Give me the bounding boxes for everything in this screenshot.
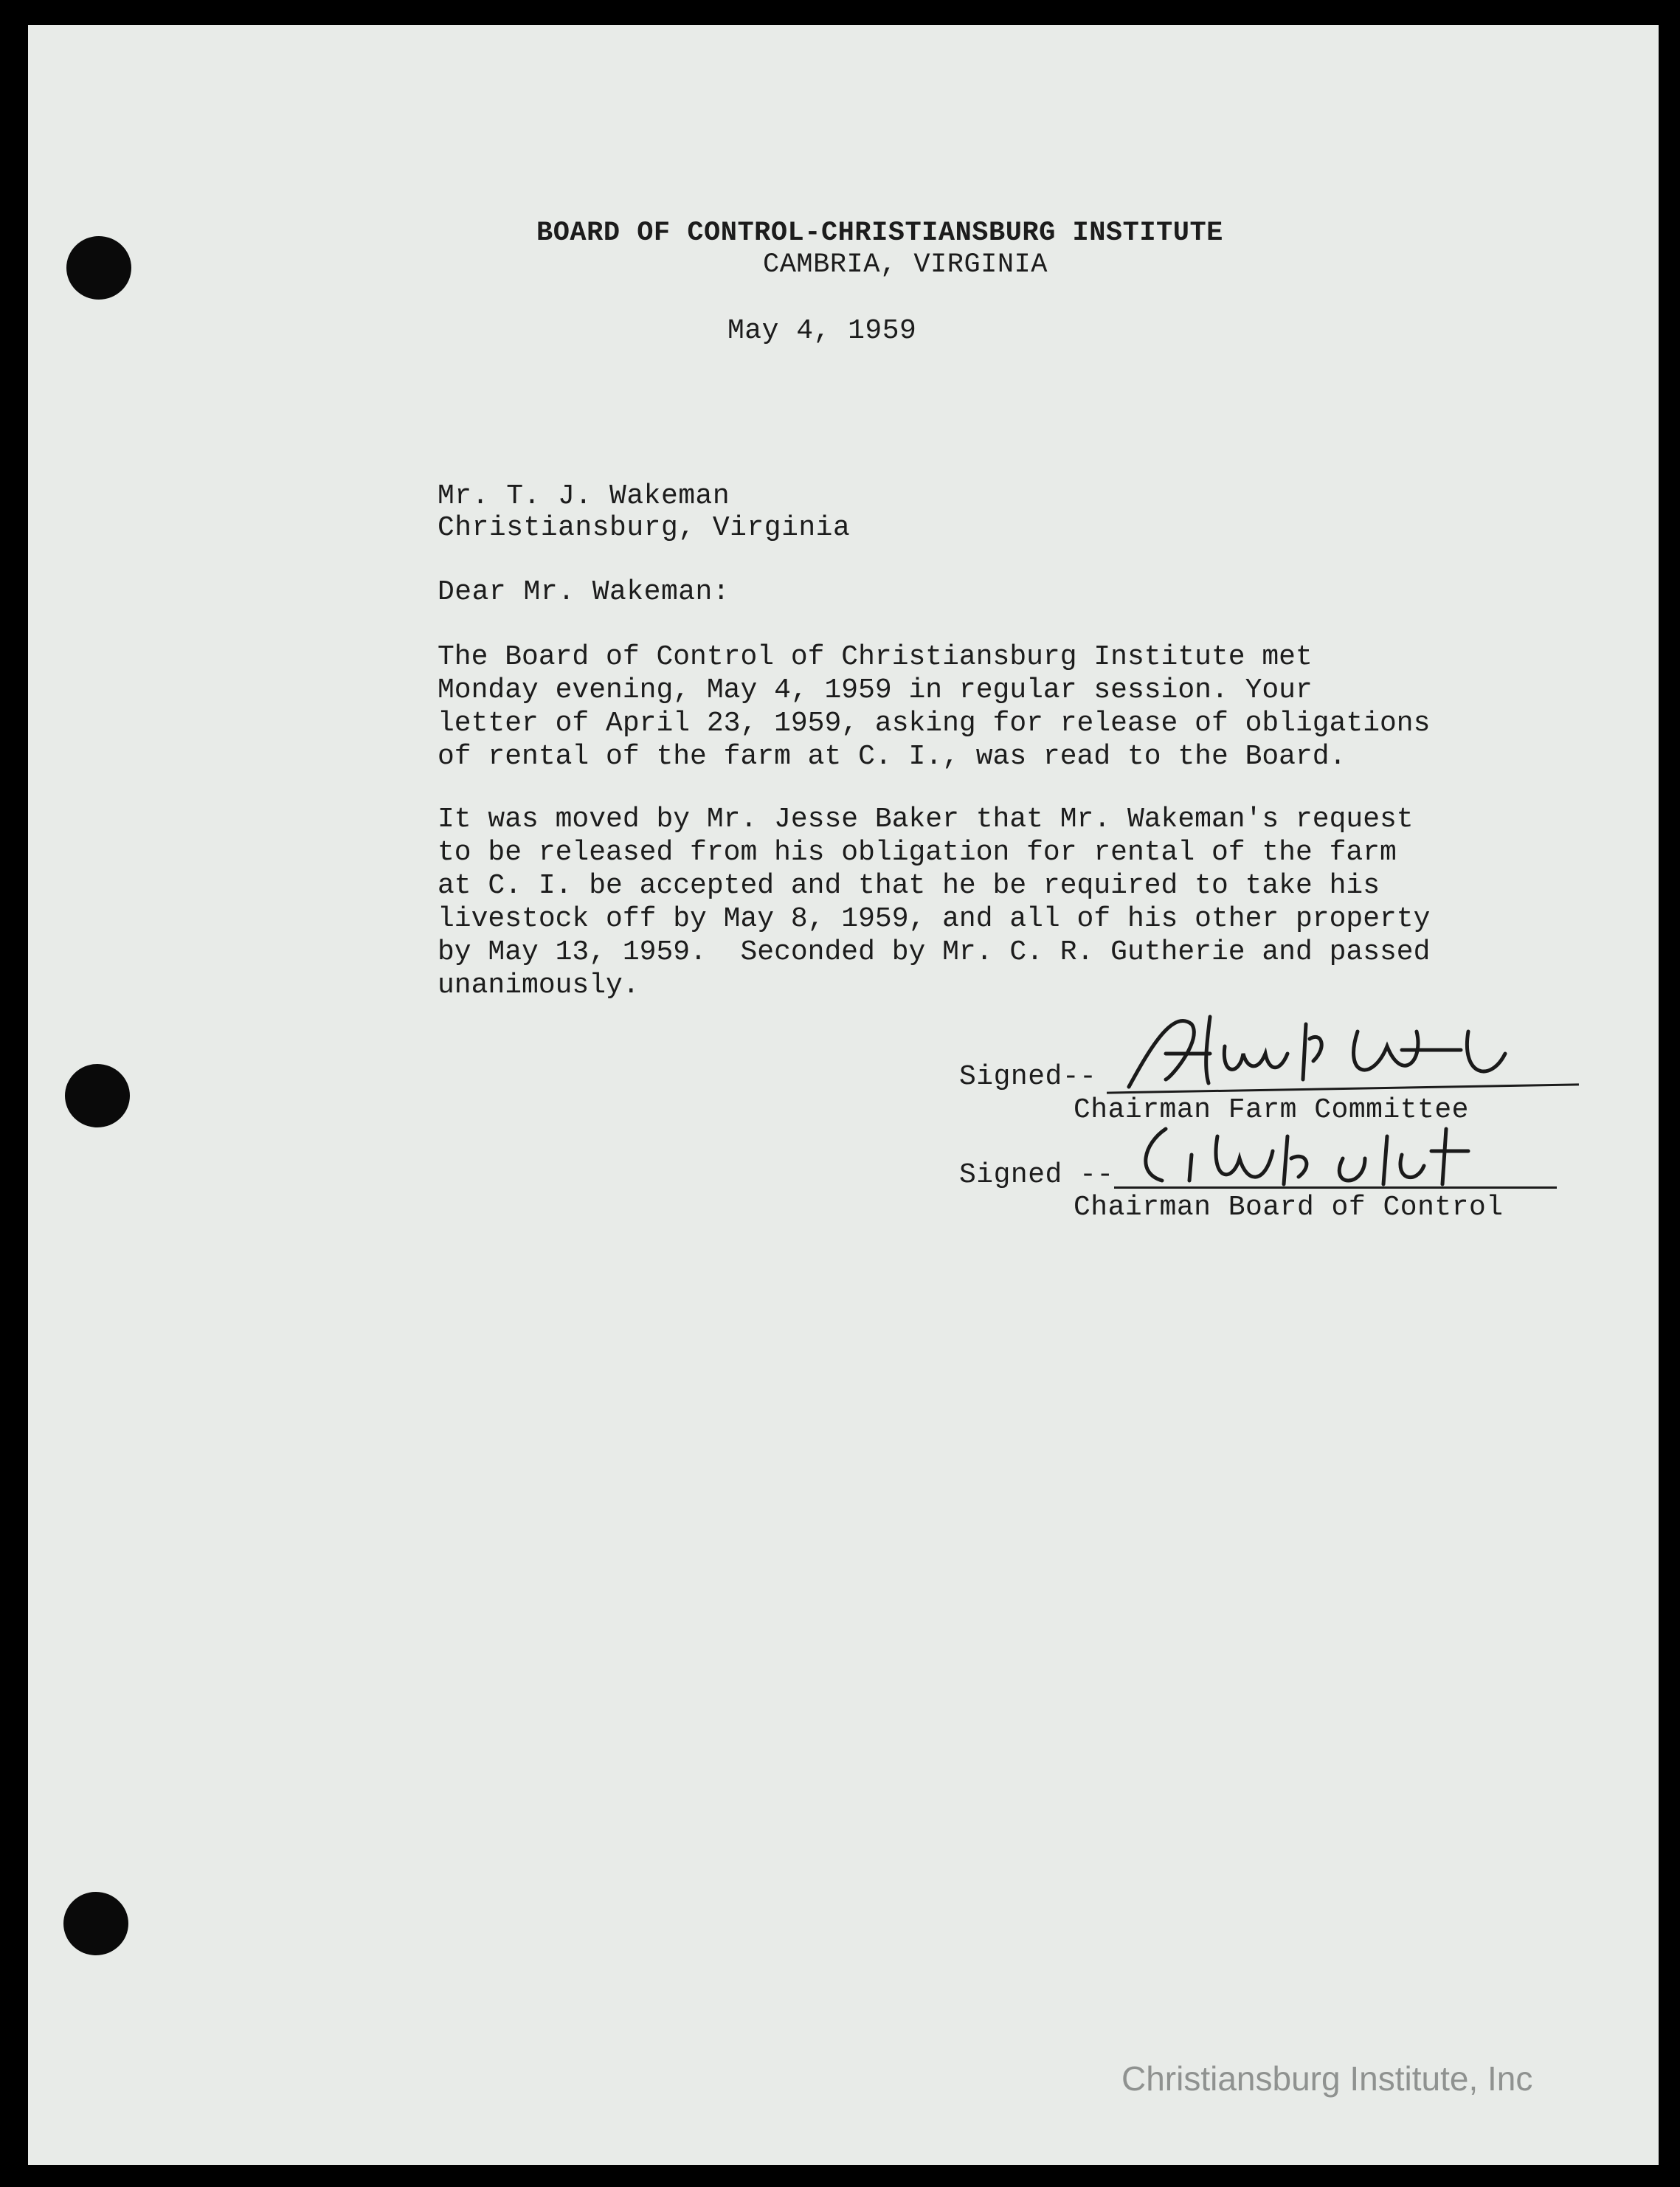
paragraph-line: to be released from his obligation for rental of the farm <box>438 837 1397 868</box>
binder-hole-bottom <box>63 1892 128 1955</box>
binder-hole-middle <box>65 1064 130 1127</box>
paragraph-line: of rental of the farm at C. I., was read to the Board. <box>438 741 1347 773</box>
signature-title-1: Chairman Farm Committee <box>1074 1094 1469 1126</box>
letterhead-title: BOARD OF CONTROL-CHRISTIANSBURG INSTITUTE <box>536 218 1223 249</box>
recipient-address: Christiansburg, Virginia <box>438 512 851 544</box>
binder-hole-top <box>66 236 131 300</box>
paragraph-line: letter of April 23, 1959, asking for release of obligations <box>438 708 1431 739</box>
paragraph-line: livestock off by May 8, 1959, and all of his other property <box>438 903 1431 935</box>
recipient-name: Mr. T. J. Wakeman <box>438 480 730 512</box>
paragraph-line: The Board of Control of Christiansburg Institute met <box>438 641 1313 673</box>
signature-albert-hale <box>1121 1002 1564 1098</box>
signature-cm-walker <box>1121 1114 1564 1195</box>
letter-date: May 4, 1959 <box>727 315 917 347</box>
paragraph-line: by May 13, 1959. Seconded by Mr. C. R. Gutherie and passed <box>438 936 1431 968</box>
watermark: Christiansburg Institute, Inc <box>1121 2059 1533 2098</box>
paragraph-line: It was moved by Mr. Jesse Baker that Mr. Wakeman's request <box>438 804 1414 835</box>
paragraph-line: unanimously. <box>438 970 640 1001</box>
signed-prefix-2: Signed -- <box>959 1159 1114 1191</box>
paragraph-line: Monday evening, May 4, 1959 in regular session. Your <box>438 674 1313 706</box>
salutation: Dear Mr. Wakeman: <box>438 576 730 608</box>
letterhead-location: CAMBRIA, VIRGINIA <box>763 249 1048 280</box>
paragraph-line: at C. I. be accepted and that he be required to take his <box>438 870 1380 902</box>
signature-title-2: Chairman Board of Control <box>1074 1192 1504 1223</box>
body-paragraph-2 <box>438 803 1430 1002</box>
body-paragraph-1 <box>438 640 1430 773</box>
signed-prefix-1: Signed-- <box>959 1061 1097 1093</box>
